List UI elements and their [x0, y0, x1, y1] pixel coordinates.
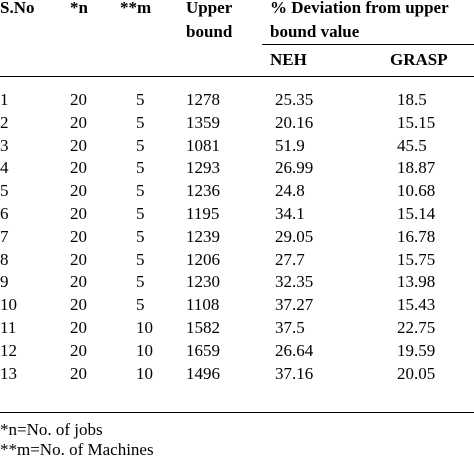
cell-n: 20 [70, 135, 87, 155]
cell-sno: 3 [0, 135, 9, 155]
cell-sno: 4 [0, 158, 9, 178]
table-bottom-rule [0, 412, 474, 413]
cell-grasp: 45.5 [397, 135, 427, 155]
cell-m: 5 [136, 135, 145, 155]
cell-n: 20 [70, 204, 87, 223]
cell-grasp: 10.68 [397, 181, 436, 201]
cell-m: 10 [136, 363, 153, 383]
cell-neh: 37.16 [275, 363, 314, 383]
cell-upper-bound: 1081 [186, 135, 220, 155]
cell-n: 20 [70, 249, 87, 269]
cell-grasp: 20.05 [397, 363, 436, 383]
table-row [0, 89, 474, 111]
cell-neh: 34.1 [275, 204, 305, 223]
cell-upper-bound: 1659 [186, 340, 220, 360]
header-n: *n [70, 0, 88, 17]
cell-n: 20 [70, 181, 87, 201]
table-row [0, 340, 474, 362]
header-bottom-rule [0, 76, 474, 77]
cell-grasp: 18.5 [397, 90, 427, 109]
cell-neh: 32.35 [275, 272, 314, 292]
cell-grasp: 15.43 [397, 295, 436, 315]
cell-m: 5 [136, 112, 145, 132]
cell-sno: 11 [0, 318, 17, 337]
table-row [0, 317, 474, 339]
cell-n: 20 [70, 318, 87, 337]
cell-m: 10 [136, 340, 153, 360]
cell-upper-bound: 1206 [186, 249, 220, 269]
cell-n: 20 [70, 363, 87, 383]
cell-neh: 26.99 [275, 158, 314, 178]
cell-neh: 51.9 [275, 135, 305, 155]
cell-n: 20 [70, 295, 87, 315]
cell-sno: 13 [0, 363, 17, 383]
table-row [0, 203, 474, 225]
footnote-m: **m=No. of Machines [0, 440, 154, 459]
cell-n: 20 [70, 272, 87, 292]
cell-sno: 8 [0, 249, 9, 269]
cell-upper-bound: 1496 [186, 363, 220, 383]
subheader-rule [262, 44, 474, 45]
cell-m: 5 [136, 181, 145, 201]
header-sno: S.No [0, 0, 35, 17]
cell-n: 20 [70, 112, 87, 132]
cell-neh: 26.64 [275, 340, 314, 360]
cell-upper-bound: 1582 [186, 318, 220, 337]
header-m: **m [120, 0, 152, 17]
cell-grasp: 19.59 [397, 340, 436, 360]
cell-sno: 12 [0, 340, 17, 360]
cell-upper-bound: 1359 [186, 112, 220, 132]
cell-grasp: 15.15 [397, 112, 436, 132]
cell-grasp: 16.78 [397, 226, 436, 246]
table-row [0, 271, 474, 293]
cell-grasp: 15.75 [397, 249, 436, 269]
cell-m: 5 [136, 226, 145, 246]
cell-upper-bound: 1230 [186, 272, 220, 292]
table-row [0, 294, 474, 316]
cell-neh: 20.16 [275, 112, 314, 132]
cell-n: 20 [70, 158, 87, 178]
cell-n: 20 [70, 226, 87, 246]
cell-sno: 5 [0, 181, 9, 201]
cell-sno: 1 [0, 90, 9, 109]
cell-sno: 2 [0, 112, 9, 132]
footnote-n: *n=No. of jobs [0, 420, 103, 439]
header-neh: NEH [270, 50, 307, 69]
cell-upper-bound: 1195 [186, 204, 220, 223]
header-deviation-line2: bound value [270, 22, 360, 41]
cell-m: 10 [136, 318, 153, 337]
cell-neh: 25.35 [275, 90, 314, 109]
table-row [0, 157, 474, 179]
cell-neh: 29.05 [275, 226, 314, 246]
cell-sno: 6 [0, 204, 9, 223]
cell-m: 5 [136, 272, 145, 292]
cell-grasp: 18.87 [397, 158, 436, 178]
table-row [0, 112, 474, 134]
cell-m: 5 [136, 204, 145, 223]
cell-m: 5 [136, 90, 145, 109]
cell-neh: 37.27 [275, 295, 314, 315]
cell-upper-bound: 1108 [186, 295, 220, 315]
table-row [0, 363, 474, 385]
table-row [0, 135, 474, 157]
cell-n: 20 [70, 90, 87, 109]
table-row [0, 180, 474, 202]
cell-upper-bound: 1236 [186, 181, 220, 201]
cell-upper-bound: 1278 [186, 90, 220, 109]
cell-grasp: 22.75 [397, 318, 436, 337]
header-grasp: GRASP [390, 50, 448, 69]
cell-sno: 7 [0, 226, 9, 246]
cell-neh: 24.8 [275, 181, 305, 201]
header-upper-line2: bound [186, 22, 233, 41]
cell-n: 20 [70, 340, 87, 360]
cell-sno: 9 [0, 272, 9, 292]
cell-sno: 10 [0, 295, 17, 315]
cell-grasp: 15.14 [397, 204, 436, 223]
cell-upper-bound: 1239 [186, 226, 220, 246]
cell-neh: 37.5 [275, 318, 305, 337]
cell-grasp: 13.98 [397, 272, 436, 292]
cell-upper-bound: 1293 [186, 158, 220, 178]
cell-m: 5 [136, 158, 145, 178]
header-upper-line1: Upper [186, 0, 233, 17]
cell-neh: 27.7 [275, 249, 305, 269]
table-row [0, 249, 474, 271]
header-deviation-line1: % Deviation from upper [270, 0, 449, 17]
cell-m: 5 [136, 249, 145, 269]
cell-m: 5 [136, 295, 145, 315]
table-row [0, 226, 474, 248]
